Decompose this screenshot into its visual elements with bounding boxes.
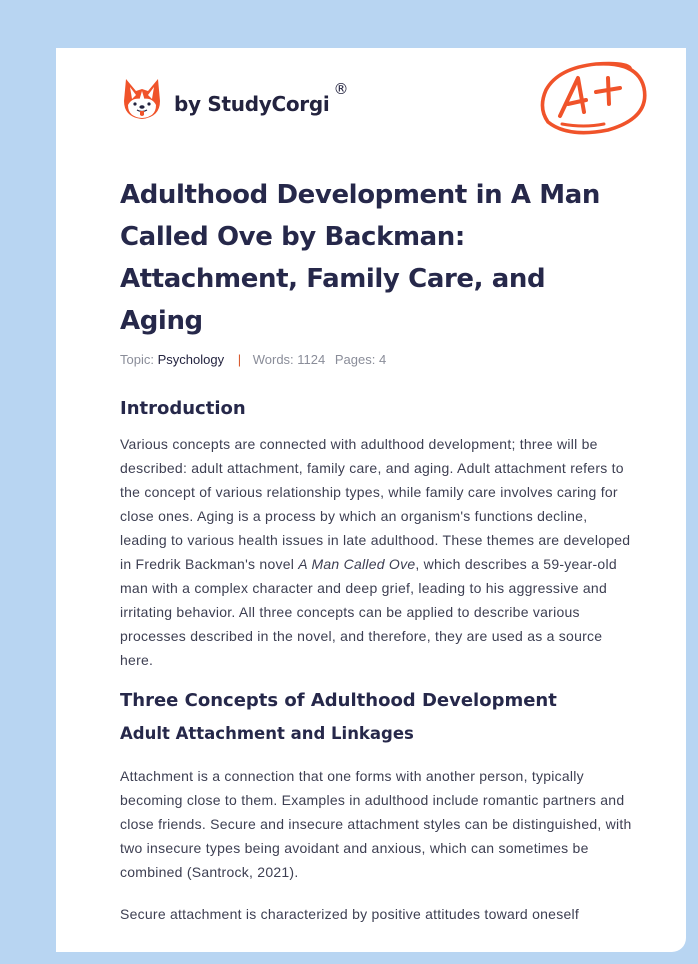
subheading-adult-attachment: Adult Attachment and Linkages (120, 724, 414, 743)
topic-label: Topic: (120, 352, 154, 367)
words-count: 1124 (297, 352, 326, 367)
article-card (56, 48, 686, 952)
article-content (120, 174, 636, 944)
topic-link[interactable]: Psychology (157, 352, 225, 367)
introduction-paragraph (120, 432, 636, 672)
pages-count: 4 (378, 352, 387, 367)
book-title: A Man Called Ove (298, 556, 416, 572)
article-meta (120, 350, 636, 370)
section-heading-introduction: Introduction (120, 398, 246, 419)
a-plus-grade-icon (538, 58, 650, 140)
section-heading-three-concepts: Three Concepts of Adulthood Development (120, 690, 557, 711)
attachment-paragraph: Attachment is a connection that one forms with another person, typically becoming close to them. Examples in adulthood include romantic partners and close friends. Secure and insecure attachment styles can be distinguished, with two insecure types being avoidant and anxious, which can sometimes be combined (Santrock, 2021). (120, 768, 632, 880)
brand-name: by StudyCorgi (174, 92, 330, 116)
words-label: Words: (252, 352, 294, 367)
secure-attachment-paragraph: Secure attachment is characterized by positive attitudes toward oneself (120, 906, 579, 922)
paragraph-text: Various concepts are connected with adulthood development; three will be described: adult attachment, family care, and aging. Adult attachment refers to the concept of various relationship types, while family care involves caring for close ones. Aging is a process by which an organism's functions decline, leading to various health issues in late adulthood. These themes are developed in Fredrik Backman's novel (120, 436, 631, 572)
pages-label: Pages: (334, 352, 376, 367)
article-title: Adulthood Development in A Man Called Ove by Backman: Attachment, Family Care, and Aging (120, 180, 600, 336)
corgi-face-icon (122, 77, 162, 121)
registered-mark: ® (333, 80, 349, 98)
paragraph-text: , which describes a 59-year-old man with a complex character and deep grief, leading to his aggressive and irritating behavior. All three concepts can be applied to describe various processes described in the novel, and therefore, they are used as a source here. (120, 556, 617, 668)
meta-separator: | (237, 352, 242, 367)
studycorgi-logo[interactable] (122, 76, 348, 122)
